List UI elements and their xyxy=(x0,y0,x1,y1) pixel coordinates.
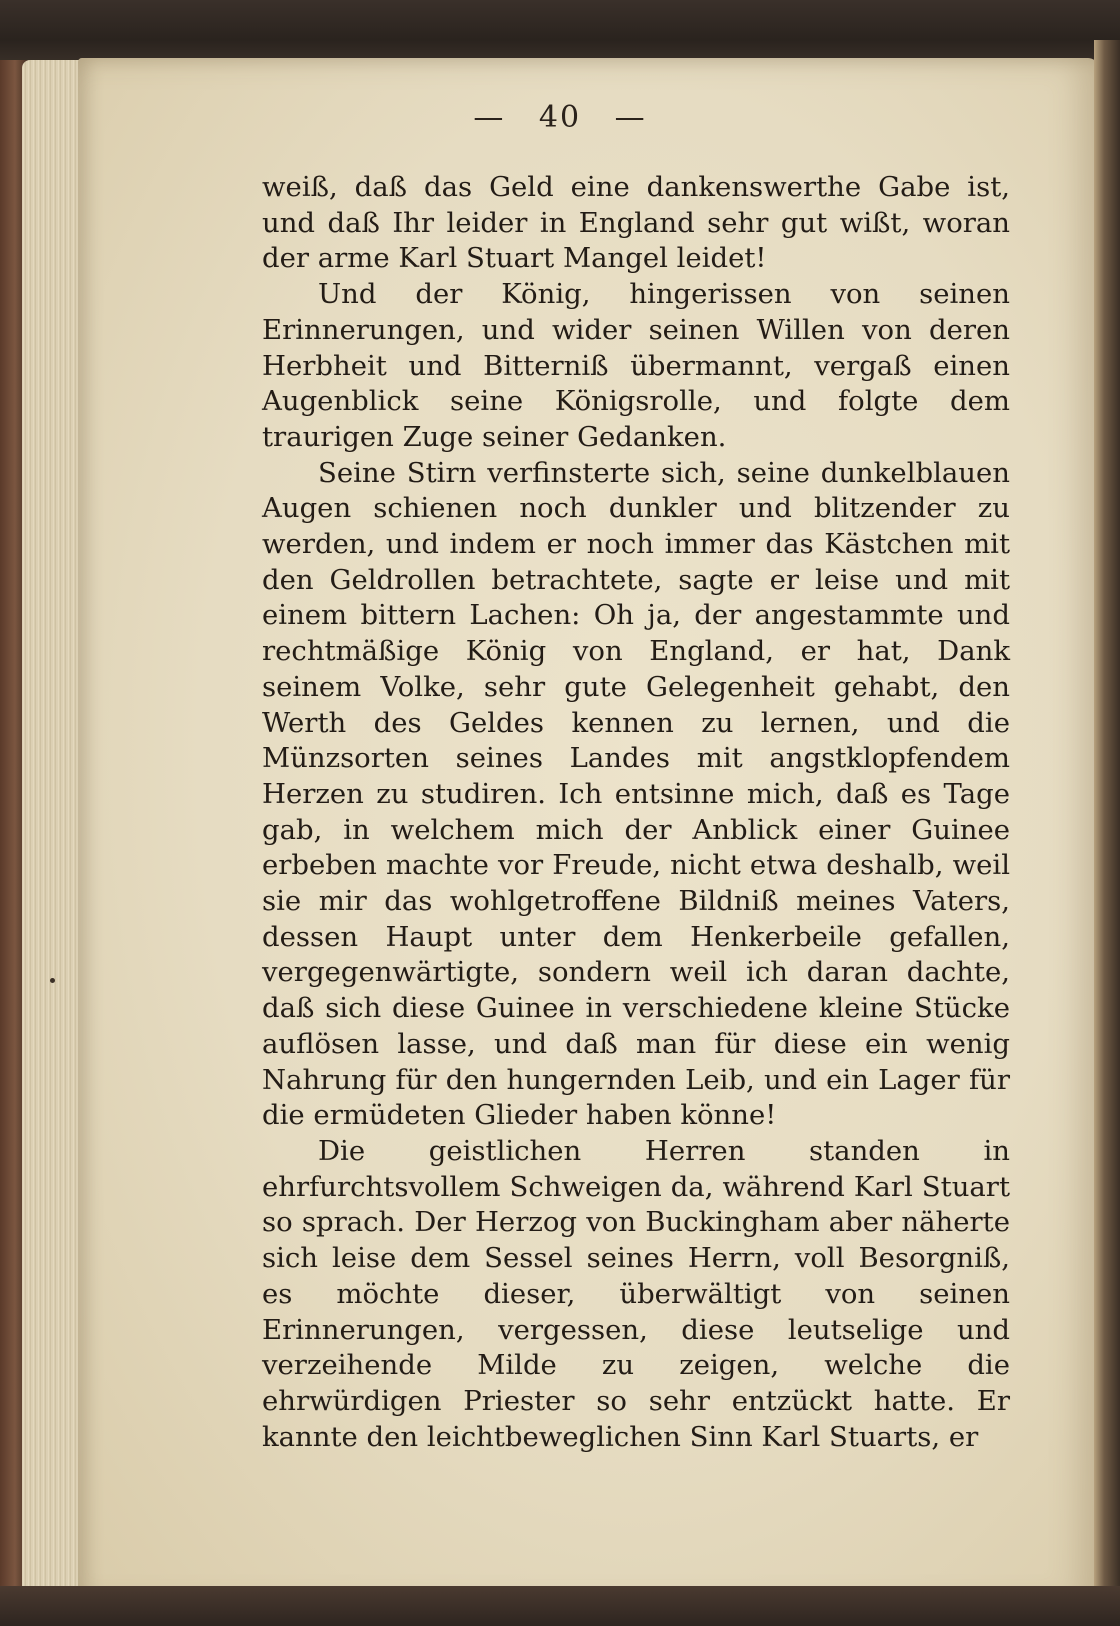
gutter-shadow xyxy=(1094,40,1120,1626)
ink-speck xyxy=(50,978,55,983)
book-bottom-edge xyxy=(0,1586,1120,1626)
page-number: 40 xyxy=(538,100,582,135)
header-dash-left: — xyxy=(473,100,506,135)
paragraph-2: Und der König, hingerissen von seinen Erinnerungen, und wider seinen Willen von deren Herbheit und Bitterniß übermannt, vergaß einen Augenblick seine Königsrolle, und folgte dem traurigen Zuge seiner Gedanken. xyxy=(262,278,1010,453)
paragraph-3: Seine Stirn verfinsterte sich, seine dunkelblauen Augen schienen noch dunkler und blitzender zu werden, und indem er noch immer das Kästchen mit den Geldrollen betrachtete, sagte er leise und mit einem bittern Lachen: Oh ja, der angestammte und rechtmäßige König von England, er hat, Dank seinem Volke, sehr gute Gelegenheit gehabt, den Werth des Geldes kennen zu lernen, und die Münzsorten seines Landes mit angstklopfendem Herzen zu studiren. Ich entsinne mich, daß es Tage gab, in welchem mich der Anblick einer Guinee erbeben machte vor Freude, nicht etwa deshalb, weil sie mir das wohlgetroffene Bildniß meines Vaters, dessen Haupt unter dem Henkerbeile gefallen, vergegenwärtigte, sondern weil ich daran dachte, daß sich diese Guinee in verschiedene kleine Stücke auflösen lasse, und daß man für diese ein wenig Nahrung für den hungernden Leib, und ein Lager für die ermüdeten Glieder haben könne! xyxy=(262,456,1010,1132)
page-header xyxy=(0,100,1120,135)
paragraph-1: weiß, daß das Geld eine dankenswerthe Gabe ist, und daß Ihr leider in England sehr gut wißt, woran der arme Karl Stuart Mangel leidet! xyxy=(262,171,1010,275)
body-text xyxy=(262,170,1010,1455)
header-dash-right: — xyxy=(614,100,647,135)
paragraph-4: Die geistlichen Herren standen in ehrfurchtsvollem Schweigen da, während Karl Stuart so sprach. Der Herzog von Buckingham aber näherte sich leise dem Sessel seines Herrn, voll Besorgniß, es möchte dieser, überwältigt von seinen Erinnerungen, vergessen, diese leutselige und verzeihende Milde zu zeigen, welche die ehrwürdigen Priester so sehr entzückt hatte. Er kannte den leichtbeweglichen Sinn Karl Stuarts, er xyxy=(262,1134,1010,1453)
